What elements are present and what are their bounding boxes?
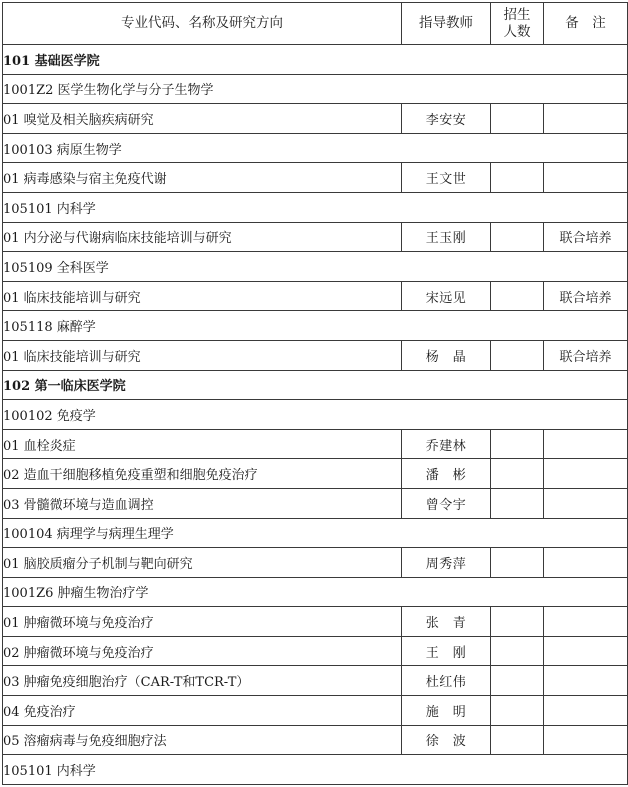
table-row-major — [3, 74, 628, 104]
direction-cell: 01 病毒感染与宿主免疫代谢 — [3, 163, 402, 193]
direction-cell: 01 肿瘤微环境与免疫治疗 — [3, 607, 402, 637]
direction-cell: 05 溶瘤病毒与免疫细胞疗法 — [3, 725, 402, 755]
table-header-row — [3, 3, 628, 45]
quota-cell — [491, 666, 544, 696]
header-quota-line1: 招生 — [503, 6, 531, 23]
quota-cell — [491, 163, 544, 193]
college-heading: 102 第一临床医学院 — [3, 370, 628, 400]
quota-cell — [491, 429, 544, 459]
header-quota-line2: 人数 — [503, 23, 531, 40]
direction-cell: 01 临床技能培训与研究 — [3, 340, 402, 370]
quota-cell — [491, 607, 544, 637]
remark-cell — [544, 725, 628, 755]
advisor-cell: 施 明 — [402, 696, 491, 726]
quota-cell — [491, 459, 544, 489]
advisor-cell: 王玉刚 — [402, 222, 491, 252]
table-row-major — [3, 311, 628, 341]
advisor-cell: 乔建林 — [402, 429, 491, 459]
quota-cell — [491, 488, 544, 518]
major-heading: 1001Z6 肿瘤生物治疗学 — [3, 577, 628, 607]
table-row-direction — [3, 163, 628, 193]
remark-cell: 联合培养 — [544, 281, 628, 311]
direction-cell: 02 肿瘤微环境与免疫治疗 — [3, 636, 402, 666]
quota-cell — [491, 104, 544, 134]
direction-cell: 01 脑胶质瘤分子机制与靶向研究 — [3, 548, 402, 578]
remark-cell: 联合培养 — [544, 222, 628, 252]
advisor-cell: 潘 彬 — [402, 459, 491, 489]
header-direction: 专业代码、名称及研究方向 — [3, 3, 402, 45]
advisor-cell: 杜红伟 — [402, 666, 491, 696]
table-row-major — [3, 577, 628, 607]
major-heading: 105101 内科学 — [3, 192, 628, 222]
direction-cell: 01 血栓炎症 — [3, 429, 402, 459]
major-heading: 100102 免疫学 — [3, 400, 628, 430]
advisor-cell: 周秀萍 — [402, 548, 491, 578]
advisor-cell: 徐 波 — [402, 725, 491, 755]
quota-cell — [491, 548, 544, 578]
quota-cell — [491, 696, 544, 726]
major-heading: 100103 病原生物学 — [3, 133, 628, 163]
remark-cell — [544, 636, 628, 666]
table-row-college — [3, 370, 628, 400]
advisor-cell: 宋远见 — [402, 281, 491, 311]
direction-cell: 02 造血干细胞移植免疫重塑和细胞免疫治疗 — [3, 459, 402, 489]
header-advisor: 指导教师 — [402, 3, 491, 45]
major-heading: 105101 内科学 — [3, 755, 628, 785]
table-row-major — [3, 252, 628, 282]
advisor-cell: 曾令宇 — [402, 488, 491, 518]
table-row-college — [3, 45, 628, 75]
table-row-direction — [3, 459, 628, 489]
direction-cell: 04 免疫治疗 — [3, 696, 402, 726]
remark-cell — [544, 429, 628, 459]
remark-cell — [544, 104, 628, 134]
table-row-direction — [3, 222, 628, 252]
direction-cell: 03 骨髓微环境与造血调控 — [3, 488, 402, 518]
table-row-direction — [3, 488, 628, 518]
header-remark: 备 注 — [544, 3, 628, 45]
table-row-direction — [3, 281, 628, 311]
table-row-direction — [3, 696, 628, 726]
header-quota — [491, 3, 544, 45]
advisor-cell: 李安安 — [402, 104, 491, 134]
table-row-major — [3, 755, 628, 785]
major-heading: 105118 麻醉学 — [3, 311, 628, 341]
table-row-major — [3, 518, 628, 548]
admissions-table — [2, 2, 628, 785]
major-heading: 100104 病理学与病理生理学 — [3, 518, 628, 548]
direction-cell: 01 嗅觉及相关脑疾病研究 — [3, 104, 402, 134]
remark-cell — [544, 607, 628, 637]
direction-cell: 01 内分泌与代谢病临床技能培训与研究 — [3, 222, 402, 252]
advisor-cell: 王文世 — [402, 163, 491, 193]
remark-cell — [544, 548, 628, 578]
major-heading: 105109 全科医学 — [3, 252, 628, 282]
table-body — [3, 45, 628, 785]
table-row-direction — [3, 607, 628, 637]
table-row-major — [3, 133, 628, 163]
table-row-direction — [3, 725, 628, 755]
remark-cell: 联合培养 — [544, 340, 628, 370]
remark-cell — [544, 666, 628, 696]
quota-cell — [491, 636, 544, 666]
direction-cell: 01 临床技能培训与研究 — [3, 281, 402, 311]
table-row-direction — [3, 340, 628, 370]
quota-cell — [491, 340, 544, 370]
table-row-major — [3, 192, 628, 222]
remark-cell — [544, 459, 628, 489]
quota-cell — [491, 281, 544, 311]
quota-cell — [491, 725, 544, 755]
table-row-direction — [3, 666, 628, 696]
remark-cell — [544, 696, 628, 726]
quota-cell — [491, 222, 544, 252]
remark-cell — [544, 488, 628, 518]
advisor-cell: 杨 晶 — [402, 340, 491, 370]
table-row-direction — [3, 429, 628, 459]
college-heading: 101 基础医学院 — [3, 45, 628, 75]
table-row-direction — [3, 636, 628, 666]
advisor-cell: 王 刚 — [402, 636, 491, 666]
advisor-cell: 张 青 — [402, 607, 491, 637]
direction-cell: 03 肿瘤免疫细胞治疗（CAR-T和TCR-T） — [3, 666, 402, 696]
table-row-direction — [3, 104, 628, 134]
remark-cell — [544, 163, 628, 193]
table-row-major — [3, 400, 628, 430]
table-row-direction — [3, 548, 628, 578]
major-heading: 1001Z2 医学生物化学与分子生物学 — [3, 74, 628, 104]
